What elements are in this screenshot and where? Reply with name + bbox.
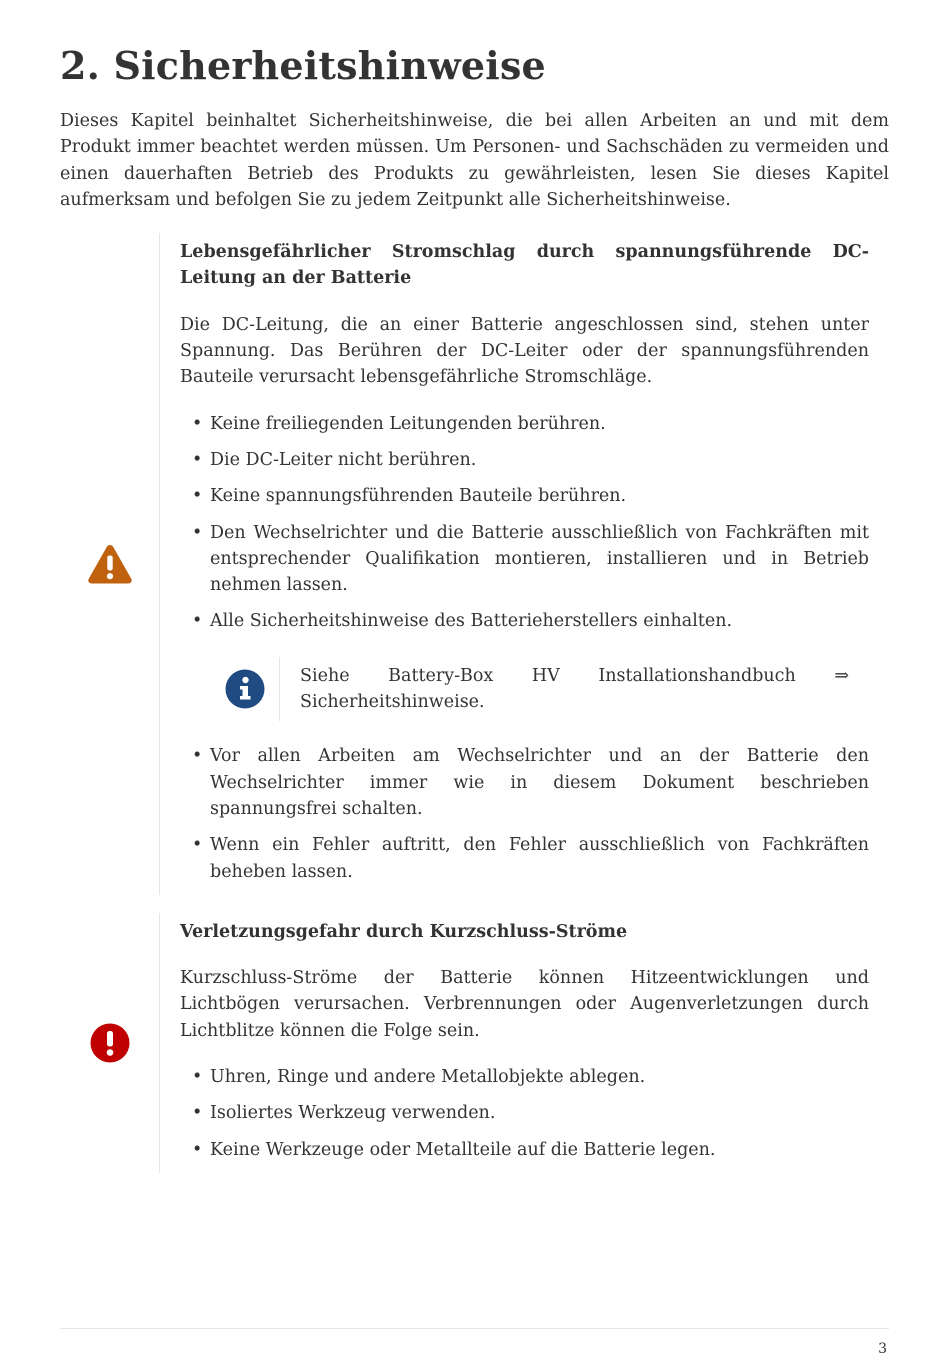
list-item: • Die DC-Leiter nicht berühren. [180, 447, 869, 473]
intro-paragraph: Dieses Kapitel beinhaltet Sicherheitshinweise, die bei allen Arbeiten an und mit dem Produkt immer beachtet werden müssen. Um Personen- und Sachschäden zu vermeiden und einen dauerhaften Betrieb des Produkts zu gewährleisten, lesen Sie dieses Kapitel aufmerksam und befolgen Sie zu jedem Zeitpunkt alle Sicherheitshinweise. [60, 111, 889, 210]
warning-content [160, 233, 889, 895]
warning-list-a [180, 411, 869, 635]
caution-icon-column [60, 913, 160, 1173]
document-page [60, 0, 889, 1173]
list-item: • Wenn ein Fehler auftritt, den Fehler ausschließlich von Fachkräften beheben lassen. [180, 832, 869, 885]
warning-text: Die DC-Leitung, die an einer Batterie angeschlossen sind, stehen unter Spannung. Das Berühren der DC-Leiter oder der spannungsführenden Bauteile verursacht lebensgefährliche Stromschläge. [180, 314, 869, 388]
list-item: • Keine spannungsführenden Bauteile berühren. [180, 483, 869, 509]
caution-admonition [60, 913, 889, 1173]
footer-divider [60, 1328, 889, 1329]
list-item: • Keine Werkzeuge oder Metallteile auf die Batterie legen. [180, 1137, 869, 1163]
list-item: • Uhren, Ringe und andere Metallobjekte ablegen. [180, 1064, 869, 1090]
caution-list [180, 1064, 869, 1163]
list-item: • Isoliertes Werkzeug verwenden. [180, 1100, 869, 1126]
list-item: • Keine freiliegenden Leitungenden berühren. [180, 411, 869, 437]
caution-content [160, 913, 889, 1173]
list-item: • Den Wechselrichter und die Batterie ausschließlich von Fachkräften mit entsprechender Qualifikation montieren, installieren und in Betrieb nehmen lassen. [180, 520, 869, 599]
list-item: • Alle Sicherheitshinweise des Batterieherstellers einhalten. [180, 608, 869, 634]
warning-admonition [60, 233, 889, 895]
info-note-text: Siehe Battery-Box HV Installationshandbuch ⇒ Sicherheitshinweise. [300, 665, 849, 713]
list-item: • Vor allen Arbeiten am Wechselrichter und an der Batterie den Wechselrichter immer wie in diesem Dokument beschrieben spannungsfrei schalten. [180, 743, 869, 822]
info-note [210, 657, 869, 722]
warning-list-b [180, 743, 869, 884]
caution-text: Kurzschluss-Ströme der Batterie können Hitzeentwicklungen und Lichtbögen verursachen. Verbrennungen oder Augenverletzungen durch Lichtblitze können die Folge sein. [180, 968, 869, 1041]
info-icon [225, 669, 265, 709]
page-number: 3 [878, 1341, 887, 1357]
info-icon-column [210, 657, 280, 722]
caution-title: Verletzungsgefahr durch Kurzschluss-Ströme [180, 921, 628, 942]
warning-triangle-icon [87, 543, 133, 585]
section-heading: 2. Sicherheitshinweise [60, 43, 546, 88]
exclamation-circle-icon [90, 1023, 130, 1063]
warning-icon-column [60, 233, 160, 895]
warning-title: Lebensgefährlicher Stromschlag durch spannungsführende DC-Leitung an der Batterie [180, 242, 869, 289]
